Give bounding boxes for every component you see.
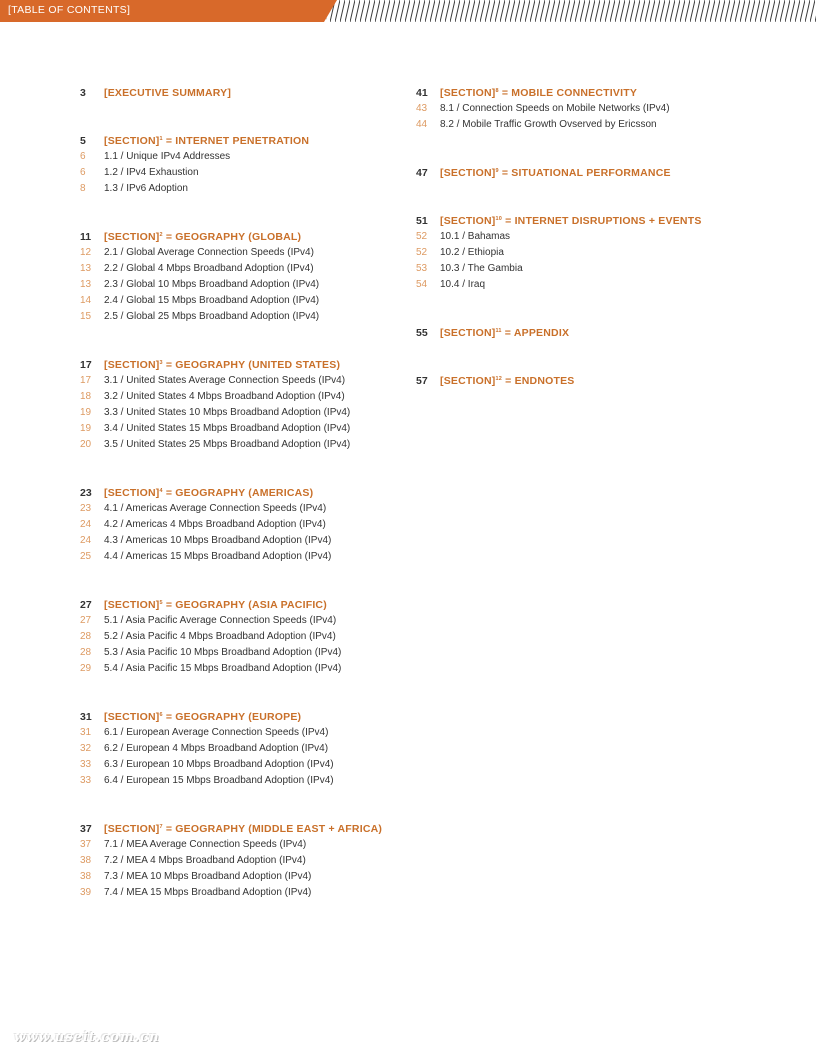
toc-subsection-entry[interactable] (80, 725, 400, 741)
subsection-page-number: 19 (80, 423, 92, 434)
section-prefix: [SECTION] (104, 599, 160, 611)
section-title (440, 85, 637, 101)
section-name: = GEOGRAPHY (AMERICAS) (162, 487, 314, 499)
toc-column-left (80, 85, 400, 901)
subsection-page-number: 38 (80, 871, 92, 882)
section-number-superscript: 5 (159, 600, 163, 606)
toc-subsection-entry[interactable] (80, 517, 400, 533)
toc-subsection-entry[interactable] (80, 869, 400, 885)
toc-subsection-entry[interactable] (80, 629, 400, 645)
subsection-title: 3.4 / United States 15 Mbps Broadband Adoption (IPv4) (104, 423, 351, 434)
toc-section-heading[interactable] (80, 709, 400, 725)
section-title (104, 597, 327, 613)
section-name: = MOBILE CONNECTIVITY (498, 87, 638, 99)
section-prefix: [SECTION] (104, 135, 160, 147)
subsection-page-number: 6 (80, 151, 86, 162)
toc-subsection-entry[interactable] (80, 437, 400, 453)
toc-section (80, 821, 400, 901)
subsection-title: 3.3 / United States 10 Mbps Broadband Adoption (IPv4) (104, 407, 351, 418)
section-number-superscript: 3 (159, 360, 163, 366)
subsection-title: 4.1 / Americas Average Connection Speeds (IPv4) (104, 503, 327, 514)
toc-section (80, 597, 400, 677)
toc-section (80, 709, 400, 789)
subsection-page-number: 13 (80, 279, 92, 290)
toc-subsection-entry[interactable] (416, 117, 746, 133)
section-prefix: [SECTION] (440, 167, 496, 179)
section-page-number: 23 (80, 487, 92, 499)
watermark: www.useit.com.cn (14, 1030, 160, 1045)
subsection-title: 10.1 / Bahamas (440, 231, 511, 242)
section-name: = INTERNET PENETRATION (162, 135, 310, 147)
section-title (440, 373, 575, 389)
subsection-title: 2.2 / Global 4 Mbps Broadband Adoption (IPv4) (104, 263, 314, 274)
section-title (440, 213, 702, 229)
section-title (104, 485, 313, 501)
toc-section-heading[interactable] (80, 821, 400, 837)
subsection-title: 4.4 / Americas 15 Mbps Broadband Adoption (IPv4) (104, 551, 332, 562)
section-name: = GEOGRAPHY (EUROPE) (162, 711, 302, 723)
subsection-page-number: 44 (416, 119, 428, 130)
toc-section-heading[interactable] (416, 213, 746, 229)
toc-section (416, 213, 746, 293)
section-number-superscript: 6 (159, 712, 163, 718)
subsection-title: 10.4 / Iraq (440, 279, 486, 290)
section-title (104, 357, 340, 373)
toc-subsection-entry[interactable] (80, 245, 400, 261)
subsection-page-number: 12 (80, 247, 92, 258)
subsection-title: 6.4 / European 15 Mbps Broadband Adoption (IPv4) (104, 775, 334, 786)
toc-subsection-entry[interactable] (416, 229, 746, 245)
subsection-page-number: 33 (80, 775, 92, 786)
toc-subsection-entry[interactable] (416, 245, 746, 261)
toc-section-heading[interactable] (416, 165, 746, 181)
toc-subsection-entry[interactable] (80, 549, 400, 565)
toc-section (80, 485, 400, 565)
toc-section (80, 85, 400, 101)
section-page-number: 51 (416, 215, 428, 227)
subsection-title: 2.1 / Global Average Connection Speeds (IPv4) (104, 247, 314, 258)
subsection-page-number: 31 (80, 727, 92, 738)
section-prefix: [SECTION] (104, 487, 160, 499)
subsection-title: 5.2 / Asia Pacific 4 Mbps Broadband Adoption (IPv4) (104, 631, 336, 642)
subsection-title: 3.2 / United States 4 Mbps Broadband Adoption (IPv4) (104, 391, 345, 402)
section-title (440, 325, 569, 341)
subsection-page-number: 6 (80, 167, 86, 178)
toc-subsection-entry[interactable] (80, 277, 400, 293)
subsection-page-number: 37 (80, 839, 92, 850)
subsection-title: 7.4 / MEA 15 Mbps Broadband Adoption (IPv4) (104, 887, 312, 898)
toc-section (416, 165, 746, 181)
section-number-superscript: 4 (159, 488, 163, 494)
subsection-page-number: 43 (416, 103, 428, 114)
subsection-page-number: 24 (80, 519, 92, 530)
toc-subsection-entry[interactable] (80, 773, 400, 789)
section-name: = GEOGRAPHY (MIDDLE EAST + AFRICA) (162, 823, 383, 835)
section-prefix: [SECTION] (104, 231, 160, 243)
toc-section-heading[interactable] (416, 325, 746, 341)
toc-subsection-entry[interactable] (80, 421, 400, 437)
subsection-page-number: 28 (80, 647, 92, 658)
section-title (104, 709, 301, 725)
section-page-number: 37 (80, 823, 92, 835)
subsection-page-number: 24 (80, 535, 92, 546)
section-number-superscript: 12 (495, 376, 502, 382)
toc-subsection-entry[interactable] (80, 501, 400, 517)
subsection-title: 4.2 / Americas 4 Mbps Broadband Adoption (IPv4) (104, 519, 326, 530)
subsection-title: 5.3 / Asia Pacific 10 Mbps Broadband Adoption (IPv4) (104, 647, 342, 658)
toc-subsection-entry[interactable] (80, 165, 400, 181)
subsection-title: 6.2 / European 4 Mbps Broadband Adoption (IPv4) (104, 743, 329, 754)
toc-subsection-entry[interactable] (80, 533, 400, 549)
section-number-superscript: 1 (159, 136, 163, 142)
section-page-number: 47 (416, 167, 428, 179)
toc-subsection-entry[interactable] (80, 853, 400, 869)
subsection-title: 8.1 / Connection Speeds on Mobile Networks (IPv4) (440, 103, 670, 114)
section-page-number: 17 (80, 359, 92, 371)
section-title (104, 821, 382, 837)
toc-subsection-entry[interactable] (416, 261, 746, 277)
toc-section-heading[interactable] (416, 373, 746, 389)
toc-section-heading[interactable] (80, 85, 400, 101)
toc-section-heading[interactable] (80, 357, 400, 373)
toc-subsection-entry[interactable] (80, 373, 400, 389)
section-name: = SITUATIONAL PERFORMANCE (498, 167, 671, 179)
subsection-page-number: 39 (80, 887, 92, 898)
subsection-page-number: 52 (416, 231, 428, 242)
toc-section-heading[interactable] (80, 229, 400, 245)
toc-subsection-entry[interactable] (80, 757, 400, 773)
subsection-page-number: 18 (80, 391, 92, 402)
section-number-superscript: 8 (495, 88, 499, 94)
subsection-title: 7.1 / MEA Average Connection Speeds (IPv4) (104, 839, 307, 850)
section-title (440, 165, 671, 181)
toc-section (80, 357, 400, 453)
subsection-title: 1.1 / Unique IPv4 Addresses (104, 151, 231, 162)
toc-subsection-entry[interactable] (80, 261, 400, 277)
section-number-superscript: 2 (159, 232, 163, 238)
section-page-number: 11 (80, 231, 92, 243)
subsection-page-number: 17 (80, 375, 92, 386)
subsection-title: 2.4 / Global 15 Mbps Broadband Adoption (IPv4) (104, 295, 320, 306)
section-page-number: 3 (80, 87, 86, 99)
toc-section-heading[interactable] (80, 597, 400, 613)
subsection-title: 1.2 / IPv4 Exhaustion (104, 167, 199, 178)
subsection-title: 7.2 / MEA 4 Mbps Broadband Adoption (IPv4) (104, 855, 306, 866)
section-name: = GEOGRAPHY (UNITED STATES) (162, 359, 341, 371)
section-title (104, 85, 231, 101)
toc-subsection-entry[interactable] (80, 741, 400, 757)
subsection-page-number: 53 (416, 263, 428, 274)
subsection-page-number: 20 (80, 439, 92, 450)
subsection-title: 3.1 / United States Average Connection Speeds (IPv4) (104, 375, 346, 386)
section-page-number: 27 (80, 599, 92, 611)
toc-subsection-entry[interactable] (80, 389, 400, 405)
subsection-title: 3.5 / United States 25 Mbps Broadband Adoption (IPv4) (104, 439, 351, 450)
subsection-page-number: 28 (80, 631, 92, 642)
toc-section-heading[interactable] (416, 85, 746, 101)
section-prefix: [SECTION] (104, 823, 160, 835)
toc-subsection-entry[interactable] (80, 405, 400, 421)
toc-section (80, 229, 400, 325)
subsection-title: 6.1 / European Average Connection Speeds (IPv4) (104, 727, 329, 738)
toc-subsection-entry[interactable] (80, 645, 400, 661)
subsection-page-number: 38 (80, 855, 92, 866)
toc-section-heading[interactable] (80, 485, 400, 501)
section-name: = APPENDIX (501, 327, 570, 339)
section-page-number: 55 (416, 327, 428, 339)
section-prefix: [SECTION] (440, 215, 496, 227)
toc-subsection-entry[interactable] (80, 837, 400, 853)
section-number-superscript: 11 (495, 328, 502, 334)
section-name: = GEOGRAPHY (ASIA PACIFIC) (162, 599, 327, 611)
toc-subsection-entry[interactable] (416, 101, 746, 117)
toc-subsection-entry[interactable] (80, 309, 400, 325)
section-number-superscript: 9 (495, 168, 499, 174)
section-name: = INTERNET DISRUPTIONS + EVENTS (502, 215, 702, 227)
toc-section (416, 85, 746, 133)
section-prefix: [SECTION] (440, 327, 496, 339)
subsection-page-number: 8 (80, 183, 86, 194)
section-number-superscript: 10 (495, 216, 502, 222)
subsection-page-number: 27 (80, 615, 92, 626)
subsection-page-number: 33 (80, 759, 92, 770)
subsection-title: 1.3 / IPv6 Adoption (104, 183, 188, 194)
subsection-page-number: 32 (80, 743, 92, 754)
toc-section (416, 373, 746, 389)
subsection-title: 2.5 / Global 25 Mbps Broadband Adoption (IPv4) (104, 311, 320, 322)
subsection-title: 10.3 / The Gambia (440, 263, 523, 274)
subsection-title: 6.3 / European 10 Mbps Broadband Adoption (IPv4) (104, 759, 334, 770)
header-bar (0, 0, 816, 22)
toc-section (416, 325, 746, 341)
section-prefix: [EXECUTIVE SUMMARY] (104, 87, 232, 99)
section-page-number: 41 (416, 87, 428, 99)
subsection-page-number: 23 (80, 503, 92, 514)
toc-subsection-entry[interactable] (80, 181, 400, 197)
subsection-page-number: 15 (80, 311, 92, 322)
subsection-title: 2.3 / Global 10 Mbps Broadband Adoption (IPv4) (104, 279, 320, 290)
section-number-superscript: 7 (159, 824, 163, 830)
subsection-page-number: 52 (416, 247, 428, 258)
section-prefix: [SECTION] (440, 375, 496, 387)
toc-subsection-entry[interactable] (80, 613, 400, 629)
subsection-title: 8.2 / Mobile Traffic Growth Ovserved by Ericsson (440, 119, 657, 130)
subsection-page-number: 14 (80, 295, 92, 306)
subsection-page-number: 19 (80, 407, 92, 418)
toc-column-right (416, 85, 746, 389)
header-label: [TABLE OF CONTENTS] (8, 4, 131, 16)
section-title (104, 133, 309, 149)
section-prefix: [SECTION] (440, 87, 496, 99)
subsection-title: 5.1 / Asia Pacific Average Connection Speeds (IPv4) (104, 615, 337, 626)
section-name: = GEOGRAPHY (GLOBAL) (162, 231, 302, 243)
subsection-page-number: 13 (80, 263, 92, 274)
section-title (104, 229, 301, 245)
section-page-number: 57 (416, 375, 428, 387)
subsection-title: 5.4 / Asia Pacific 15 Mbps Broadband Adoption (IPv4) (104, 663, 342, 674)
section-prefix: [SECTION] (104, 711, 160, 723)
toc-subsection-entry[interactable] (80, 293, 400, 309)
toc-section (80, 133, 400, 197)
subsection-title: 4.3 / Americas 10 Mbps Broadband Adoption (IPv4) (104, 535, 332, 546)
subsection-page-number: 25 (80, 551, 92, 562)
section-page-number: 31 (80, 711, 92, 723)
section-name: = ENDNOTES (502, 375, 575, 387)
toc-subsection-entry[interactable] (80, 149, 400, 165)
toc-subsection-entry[interactable] (416, 277, 746, 293)
toc-subsection-entry[interactable] (80, 885, 400, 901)
toc-section-heading[interactable] (80, 133, 400, 149)
toc-subsection-entry[interactable] (80, 661, 400, 677)
subsection-title: 7.3 / MEA 10 Mbps Broadband Adoption (IPv4) (104, 871, 312, 882)
section-page-number: 5 (80, 135, 86, 147)
subsection-page-number: 54 (416, 279, 428, 290)
subsection-page-number: 29 (80, 663, 92, 674)
subsection-title: 10.2 / Ethiopia (440, 247, 504, 258)
section-prefix: [SECTION] (104, 359, 160, 371)
